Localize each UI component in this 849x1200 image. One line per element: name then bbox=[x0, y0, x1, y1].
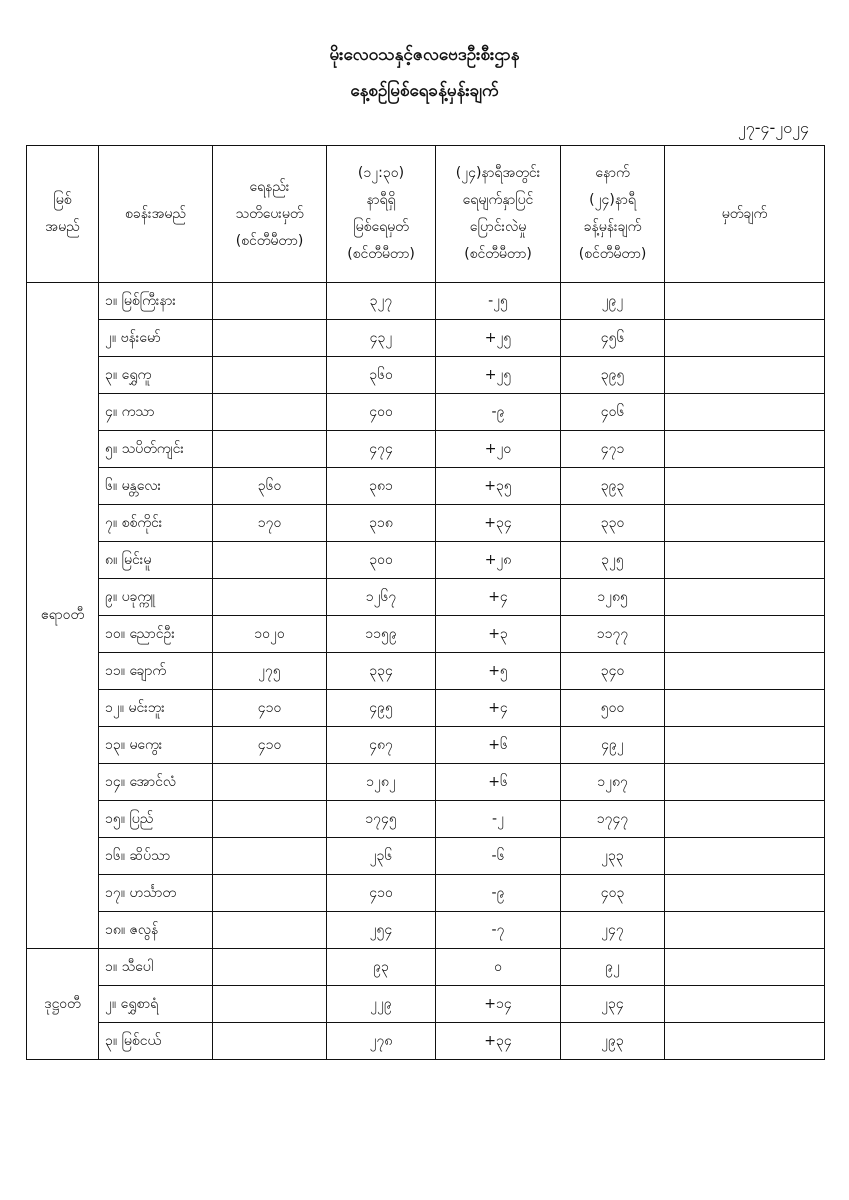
remark bbox=[665, 431, 825, 468]
station-name: ၁။ မြစ်ကြီးနား bbox=[99, 283, 213, 320]
remark bbox=[665, 764, 825, 801]
warning-level bbox=[213, 986, 327, 1023]
column-header-station: စခန်းအမည် bbox=[99, 146, 213, 283]
current-level: ၁၁၅၉ bbox=[327, 616, 436, 653]
level-change: +၃၄ bbox=[436, 505, 561, 542]
warning-level bbox=[213, 949, 327, 986]
forecast-level: ၁၇၄၇ bbox=[561, 801, 665, 838]
current-level: ၂၅၄ bbox=[327, 912, 436, 949]
remark bbox=[665, 468, 825, 505]
current-level: ၃၃၄ bbox=[327, 653, 436, 690]
current-level: ၃၆၀ bbox=[327, 357, 436, 394]
remark bbox=[665, 912, 825, 949]
level-change: +၆ bbox=[436, 727, 561, 764]
remark bbox=[665, 727, 825, 764]
remark bbox=[665, 875, 825, 912]
table-row bbox=[27, 283, 825, 320]
river-name: ဧရာဝတီ bbox=[27, 283, 99, 949]
level-change: -၂ bbox=[436, 801, 561, 838]
current-level: ၃၀၀ bbox=[327, 542, 436, 579]
warning-level bbox=[213, 283, 327, 320]
table-row bbox=[27, 801, 825, 838]
station-name: ၁၁။ ချောက် bbox=[99, 653, 213, 690]
station-name: ၁၆။ ဆိပ်သာ bbox=[99, 838, 213, 875]
current-level: ၃၂၇ bbox=[327, 283, 436, 320]
warning-level bbox=[213, 801, 327, 838]
warning-level bbox=[213, 1023, 327, 1060]
forecast-level: ၃၉၅ bbox=[561, 357, 665, 394]
warning-level: ၂၇၅ bbox=[213, 653, 327, 690]
current-level: ၁၂၈၂ bbox=[327, 764, 436, 801]
remark bbox=[665, 320, 825, 357]
water-level-table bbox=[26, 145, 825, 1060]
forecast-level: ၄၇၁ bbox=[561, 431, 665, 468]
remark bbox=[665, 1023, 825, 1060]
level-change: +၃ bbox=[436, 616, 561, 653]
forecast-level: ၂၉၃ bbox=[561, 1023, 665, 1060]
table-row bbox=[27, 690, 825, 727]
warning-level bbox=[213, 431, 327, 468]
column-header-remarks: မှတ်ချက် bbox=[665, 146, 825, 283]
table-row bbox=[27, 320, 825, 357]
remark bbox=[665, 505, 825, 542]
current-level: ၂၇၈ bbox=[327, 1023, 436, 1060]
current-level: ၄၃၂ bbox=[327, 320, 436, 357]
table-row bbox=[27, 912, 825, 949]
warning-level bbox=[213, 838, 327, 875]
current-level: ၁၂၆၇ bbox=[327, 579, 436, 616]
current-level: ၄၇၄ bbox=[327, 431, 436, 468]
forecast-level: ၉၂ bbox=[561, 949, 665, 986]
table-row bbox=[27, 357, 825, 394]
station-name: ၁၂။ မင်းဘူး bbox=[99, 690, 213, 727]
page-title: မိုးလေဝသနှင့်ဇလဗေဒဦးစီးဌာန bbox=[329, 45, 520, 65]
warning-level bbox=[213, 579, 327, 616]
forecast-level: ၄၅၆ bbox=[561, 320, 665, 357]
warning-level bbox=[213, 394, 327, 431]
forecast-level: ၃၉၃ bbox=[561, 468, 665, 505]
warning-level: ၄၁၀ bbox=[213, 690, 327, 727]
station-name: ၂။ ဗန်းမော် bbox=[99, 320, 213, 357]
level-change: +၆ bbox=[436, 764, 561, 801]
station-name: ၁၈။ ဇလွန် bbox=[99, 912, 213, 949]
level-change: +၂၅ bbox=[436, 357, 561, 394]
remark bbox=[665, 801, 825, 838]
remark bbox=[665, 394, 825, 431]
forecast-level: ၂၃၃ bbox=[561, 838, 665, 875]
current-level: ၄၉၅ bbox=[327, 690, 436, 727]
forecast-level: ၁၁၇၇ bbox=[561, 616, 665, 653]
current-level: ၄၁၀ bbox=[327, 875, 436, 912]
forecast-level: ၂၃၄ bbox=[561, 986, 665, 1023]
warning-level bbox=[213, 764, 327, 801]
level-change: +၄ bbox=[436, 579, 561, 616]
level-change: +၂၈ bbox=[436, 542, 561, 579]
forecast-level: ၂၄၇ bbox=[561, 912, 665, 949]
station-name: ၄။ ကသာ bbox=[99, 394, 213, 431]
level-change: -၂၅ bbox=[436, 283, 561, 320]
report-date: ၂၇-၄-၂၀၂၄ bbox=[737, 118, 809, 137]
column-header-warning-level: ရေနည်း သတိပေးမှတ် (စင်တီမီတာ) bbox=[213, 146, 327, 283]
remark bbox=[665, 579, 825, 616]
header-row bbox=[27, 146, 825, 283]
remark bbox=[665, 690, 825, 727]
station-name: ၆။ မန္တလေး bbox=[99, 468, 213, 505]
table-row bbox=[27, 468, 825, 505]
level-change: +၅ bbox=[436, 653, 561, 690]
station-name: ၁၇။ ဟင်္သာတ bbox=[99, 875, 213, 912]
table-row bbox=[27, 653, 825, 690]
table-row bbox=[27, 949, 825, 986]
warning-level: ၄၁၀ bbox=[213, 727, 327, 764]
level-change: -၇ bbox=[436, 912, 561, 949]
table-row bbox=[27, 986, 825, 1023]
table-row bbox=[27, 875, 825, 912]
level-change: -၆ bbox=[436, 838, 561, 875]
current-level: ၃၈၁ bbox=[327, 468, 436, 505]
forecast-level: ၄၀၃ bbox=[561, 875, 665, 912]
station-name: ၇။ စစ်ကိုင်း bbox=[99, 505, 213, 542]
table-row bbox=[27, 579, 825, 616]
remark bbox=[665, 949, 825, 986]
table-row bbox=[27, 542, 825, 579]
table-row bbox=[27, 431, 825, 468]
current-level: ၂၃၆ bbox=[327, 838, 436, 875]
column-header-24h-change: (၂၄)နာရီအတွင်း ရေမျက်နှာပြင် ပြောင်းလဲမှု (စင်တီမီတာ) bbox=[436, 146, 561, 283]
table-row bbox=[27, 838, 825, 875]
remark bbox=[665, 616, 825, 653]
forecast-level: ၃၄၀ bbox=[561, 653, 665, 690]
column-header-forecast: နောက် (၂၄)နာရီ ခန့်မှန်းချက် (စင်တီမီတာ) bbox=[561, 146, 665, 283]
warning-level: ၃၆၀ bbox=[213, 468, 327, 505]
forecast-level: ၁၂၈၅ bbox=[561, 579, 665, 616]
forecast-level: ၃၃၀ bbox=[561, 505, 665, 542]
warning-level bbox=[213, 542, 327, 579]
station-name: ၁။ သီပေါ bbox=[99, 949, 213, 986]
station-name: ၃။ ရွှေကူ bbox=[99, 357, 213, 394]
warning-level bbox=[213, 357, 327, 394]
remark bbox=[665, 653, 825, 690]
table-row bbox=[27, 616, 825, 653]
river-name: ဒုဋ္ဌဝတီ bbox=[27, 949, 99, 1060]
remark bbox=[665, 357, 825, 394]
table-row bbox=[27, 764, 825, 801]
forecast-level: ၄၉၂ bbox=[561, 727, 665, 764]
current-level: ၄၈၇ bbox=[327, 727, 436, 764]
warning-level bbox=[213, 320, 327, 357]
station-name: ၁၀။ ညောင်ဦး bbox=[99, 616, 213, 653]
station-name: ၁၅။ ပြည် bbox=[99, 801, 213, 838]
remark bbox=[665, 542, 825, 579]
table-row bbox=[27, 505, 825, 542]
forecast-level: ၁၂၈၇ bbox=[561, 764, 665, 801]
current-level: ၄၀၀ bbox=[327, 394, 436, 431]
current-level: ၃၁၈ bbox=[327, 505, 436, 542]
station-name: ၉။ ပခုက္ကူ bbox=[99, 579, 213, 616]
station-name: ၂။ ရွှေစာရံ bbox=[99, 986, 213, 1023]
station-name: ၈။ မြင်းမူ bbox=[99, 542, 213, 579]
level-change: +၃၅ bbox=[436, 468, 561, 505]
station-name: ၅။ သပိတ်ကျင်း bbox=[99, 431, 213, 468]
current-level: ၂၂၉ bbox=[327, 986, 436, 1023]
level-change: +၁၄ bbox=[436, 986, 561, 1023]
current-level: ၁၇၄၅ bbox=[327, 801, 436, 838]
column-header-current-level: (၁၂:၃၀) နာရီရှိ မြစ်ရေမှတ် (စင်တီမီတာ) bbox=[327, 146, 436, 283]
warning-level: ၁၇၀ bbox=[213, 505, 327, 542]
warning-level: ၁၀၂၀ bbox=[213, 616, 327, 653]
level-change: -၉ bbox=[436, 394, 561, 431]
level-change: +၂၀ bbox=[436, 431, 561, 468]
remark bbox=[665, 283, 825, 320]
table-body bbox=[27, 283, 825, 1060]
warning-level bbox=[213, 912, 327, 949]
remark bbox=[665, 986, 825, 1023]
column-header-river: မြစ် အမည် bbox=[27, 146, 99, 283]
level-change: +၂၅ bbox=[436, 320, 561, 357]
forecast-level: ၃၂၅ bbox=[561, 542, 665, 579]
current-level: ၉၃ bbox=[327, 949, 436, 986]
station-name: ၁၃။ မကွေး bbox=[99, 727, 213, 764]
level-change: ၀ bbox=[436, 949, 561, 986]
level-change: +၃၄ bbox=[436, 1023, 561, 1060]
station-name: ၁၄။ အောင်လံ bbox=[99, 764, 213, 801]
warning-level bbox=[213, 875, 327, 912]
table-row bbox=[27, 394, 825, 431]
forecast-level: ၅၀၀ bbox=[561, 690, 665, 727]
level-change: +၄ bbox=[436, 690, 561, 727]
forecast-level: ၂၉၂ bbox=[561, 283, 665, 320]
page-subtitle: နေ့စဉ်မြစ်ရေခန့်မှန်းချက် bbox=[350, 81, 499, 101]
remark bbox=[665, 838, 825, 875]
table-row bbox=[27, 727, 825, 764]
table-row bbox=[27, 1023, 825, 1060]
station-name: ၃။ မြစ်ငယ် bbox=[99, 1023, 213, 1060]
forecast-level: ၄၀၆ bbox=[561, 394, 665, 431]
level-change: -၉ bbox=[436, 875, 561, 912]
